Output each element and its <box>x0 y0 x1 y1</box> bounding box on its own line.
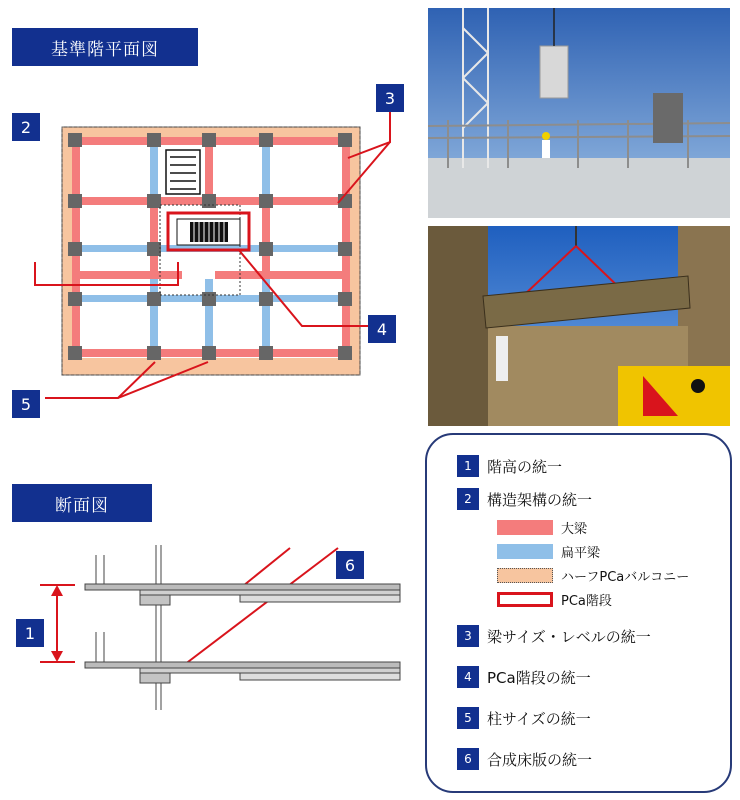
swatch <box>497 592 553 607</box>
marker-2: 2 <box>12 113 40 141</box>
marker-4: 4 <box>368 315 396 343</box>
big-beams <box>72 137 350 357</box>
marker-3: 3 <box>376 84 404 112</box>
legend-num: 3 <box>457 625 479 647</box>
legend-text: 階高の統一 <box>487 457 563 476</box>
legend-num: 2 <box>457 488 479 510</box>
legend-item-6 <box>457 748 592 770</box>
legend-item-4 <box>457 666 591 688</box>
legend-text: 梁サイズ・レベルの統一 <box>487 627 651 646</box>
swatch-balcony <box>497 566 689 585</box>
legend-item-3 <box>457 625 651 647</box>
legend-text: 合成床版の統一 <box>487 750 593 769</box>
section-title: 断面図 <box>12 484 152 522</box>
swatch-big-beam <box>497 518 587 537</box>
pca-stair <box>168 213 249 250</box>
marker-5: 5 <box>12 390 40 418</box>
legend-item-5 <box>457 707 591 729</box>
legend-num: 6 <box>457 748 479 770</box>
swatch <box>497 568 553 583</box>
callout-lines <box>40 112 390 668</box>
swatch <box>497 520 553 535</box>
legend-text: 柱サイズの統一 <box>487 709 591 728</box>
swatch-flat-beam <box>497 542 600 561</box>
columns <box>68 133 352 360</box>
swatch-label: 大梁 <box>561 522 588 537</box>
legend-text: 構造架構の統一 <box>487 490 593 509</box>
legend-text: PCa階段の統一 <box>487 668 591 687</box>
swatch-label: PCa階段 <box>561 594 612 609</box>
swatch-label: ハーフPCaバルコニー <box>561 570 690 585</box>
legend-num: 5 <box>457 707 479 729</box>
legend-panel <box>425 433 732 793</box>
legend-item-1 <box>457 455 562 477</box>
photo-crane-lift <box>428 8 730 218</box>
legend-num: 4 <box>457 666 479 688</box>
marker-1: 1 <box>16 619 44 647</box>
swatch-pca-stair <box>497 590 612 609</box>
legend-num: 1 <box>457 455 479 477</box>
swatch <box>497 544 553 559</box>
swatch-label: 扁平梁 <box>561 546 601 561</box>
legend-item-2 <box>457 488 592 510</box>
balcony-band <box>62 127 360 375</box>
interior-floor <box>80 140 344 358</box>
plan-title: 基準階平面図 <box>12 28 198 66</box>
flat-beams <box>80 145 342 349</box>
marker-6: 6 <box>336 551 364 579</box>
photo-beam-lift <box>428 226 730 426</box>
stair-upper <box>166 150 200 194</box>
